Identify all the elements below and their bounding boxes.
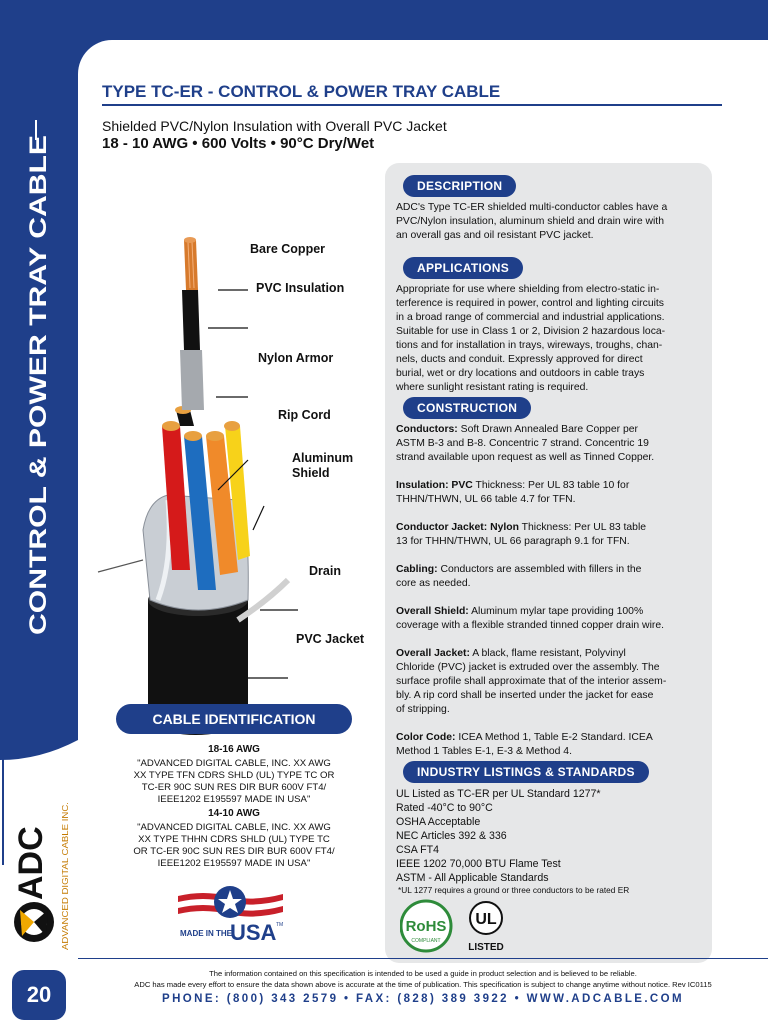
ul-listed-icon	[468, 902, 504, 953]
svg-text:ADVANCED DIGITAL CABLE INC.: ADVANCED DIGITAL CABLE INC.	[61, 827, 70, 950]
conductors-line1: Conductors: Soft Drawn Annealed Bare Copper per	[396, 424, 638, 435]
cabling-line2: core as needed.	[396, 578, 471, 589]
page-number: 20	[10, 968, 68, 1022]
cid-group2-line1: "ADVANCED DIGITAL CABLE, INC. XX AWG	[137, 822, 331, 833]
cable-identification-title: CABLE IDENTIFICATION	[116, 704, 352, 734]
spec-sheet	[78, 40, 768, 1024]
label-nylon-armor: Nylon Armor	[258, 351, 334, 365]
color-code-line2: Method 1 Tables E-1, E-3 & Method 4.	[396, 746, 572, 757]
overall-jacket-line3: surface profile shall approximate that of the interior assem-	[396, 676, 667, 687]
insulation-line2: THHN/THWN, UL 66 table 4.7 for TFN.	[396, 494, 576, 505]
sidebar-title-text: CONTROL & POWER TRAY CABLE	[25, 236, 52, 635]
applications-line5: tions and for installation in trays, wireways, troughs, chan-	[396, 340, 663, 351]
svg-text:TM: TM	[276, 922, 284, 928]
listing-item: ASTM - All Applicable Standards	[396, 872, 549, 884]
cabling-line1: Cabling: Conductors are assembled with fillers in the	[396, 564, 642, 575]
listing-footnote: *UL 1277 requires a ground or three conductors to be rated ER	[398, 885, 630, 895]
construction-heading: CONSTRUCTION	[403, 397, 531, 419]
applications-line8: where sunlight resistant rating is required.	[396, 382, 589, 393]
footer-contact: PHONE: (800) 343 2579 • FAX: (828) 389 3922 • WWW.ADCABLE.COM	[162, 993, 684, 1005]
rohs-icon	[401, 901, 451, 951]
footer-rule	[78, 958, 768, 959]
adc-logo	[8, 800, 76, 950]
cid-group1-line4: IEEE1202 E195597 MADE IN USA"	[157, 794, 311, 805]
svg-text:LISTED: LISTED	[468, 942, 504, 953]
overall-shield-line1: Overall Shield: Aluminum mylar tape providing 100%	[396, 606, 644, 617]
description-heading: DESCRIPTION	[403, 175, 516, 197]
label-drain: Drain	[309, 564, 341, 578]
svg-text:RoHS: RoHS	[405, 918, 447, 935]
applications-line4: Suitable for use in Class 1 or 2, Division 2 hazardous loca-	[396, 326, 666, 337]
listing-item: OSHA Acceptable	[396, 816, 481, 828]
applications-line7: burial, wet or dry locations and outdoors in cable trays	[396, 368, 645, 379]
svg-text:UL: UL	[475, 911, 497, 928]
details-panel	[385, 163, 712, 963]
description-line2: PVC/Nylon insulation, aluminum shield and drain wire with	[396, 216, 664, 227]
applications-line2: terference is required in power, control and lighting circuits	[396, 298, 664, 309]
svg-text:MADE IN THE: MADE IN THE	[180, 929, 232, 938]
certification-logos	[400, 898, 520, 958]
conductor-jacket-line2: 13 for THHN/THWN, UL 66 paragraph 9.1 for TFN.	[396, 536, 630, 547]
overall-jacket-line2: Chloride (PVC) jacket is extruded over the assembly. The	[396, 662, 660, 673]
cid-group1-line1: "ADVANCED DIGITAL CABLE, INC. XX AWG	[137, 758, 331, 769]
cid-group1-line2: XX TYPE TFN CDRS SHLD (UL) TYPE TC OR	[133, 770, 335, 781]
svg-text:COMPLIANT: COMPLIANT	[411, 938, 441, 944]
applications-line6: nels, ducts and conduit. Expressly approved for direct	[396, 354, 643, 365]
cid-group2-line2: XX TYPE THHN CDRS SHLD (UL) TYPE TC	[138, 834, 330, 845]
page-title: TYPE TC-ER - CONTROL & POWER TRAY CABLE	[102, 82, 501, 101]
description-line3: an overall gas and oil resistant PVC jacket.	[396, 230, 594, 241]
svg-text:USA: USA	[230, 920, 277, 945]
cid-group2-heading: 14-10 AWG	[208, 808, 260, 819]
cid-group1-heading: 18-16 AWG	[208, 744, 260, 755]
footer-disclaimer-line1: The information contained on this specification is intended to be used a guide in product selection and is believed to be reliable.	[209, 969, 637, 978]
insulation-line1: Insulation: PVC Thickness: Per UL 83 table 10 for	[396, 480, 630, 491]
listing-item: NEC Articles 392 & 336	[396, 830, 507, 842]
page-subtitle: Shielded PVC/Nylon Insulation with Overall PVC Jacket	[102, 118, 447, 134]
label-pvc-insulation: PVC Insulation	[256, 281, 345, 295]
overall-shield-line2: coverage with a flexible stranded tinned copper drain wire.	[396, 620, 665, 631]
listing-item: CSA FT4	[396, 844, 439, 856]
label-aluminum-shield-line1: Aluminum	[292, 451, 354, 465]
color-code-line1: Color Code: ICEA Method 1, Table E-2 Standard. ICEA	[396, 732, 653, 743]
label-bare-copper: Bare Copper	[250, 242, 326, 256]
applications-heading: APPLICATIONS	[403, 257, 523, 279]
overall-jacket-line4: bly. A rip cord shall be inserted under the jacket for ease	[396, 690, 654, 701]
listing-item: IEEE 1202 70,000 BTU Flame Test	[396, 858, 561, 870]
spec-line: 18 - 10 AWG • 600 Volts • 90°C Dry/Wet	[102, 135, 375, 152]
title-rule	[102, 104, 722, 106]
footer-disclaimer-line2: ADC has made every effort to ensure the data shown above is accurate at the time of publication. This specification is subject to change anytime without notice. Rev IC0115	[134, 980, 712, 989]
listings-heading: INDUSTRY LISTINGS & STANDARDS	[403, 761, 649, 783]
conductors-line3: strand available upon request as well as Tinned Copper.	[396, 452, 655, 463]
svg-text:ADC: ADC	[12, 826, 50, 900]
cid-group1-line3: TC-ER 90C SUN RES DIR BUR 600V FT4/	[141, 782, 327, 793]
conductors-line2: ASTM B-3 and B-8. Concentric 7 strand. Concentric 19	[396, 438, 649, 449]
overall-jacket-line1: Overall Jacket: A black, flame resistant, Polyvinyl	[396, 648, 626, 659]
conductor-jacket-line1: Conductor Jacket: Nylon Thickness: Per UL 83 table	[396, 522, 647, 533]
label-rip-cord: Rip Cord	[278, 408, 331, 422]
overall-jacket-line5: of stripping.	[396, 704, 450, 715]
cid-group2-line3: OR TC-ER 90C SUN RES DIR BUR 600V FT4/	[133, 846, 335, 857]
label-pvc-jacket: PVC Jacket	[296, 632, 365, 646]
listing-item: Rated -40°C to 90°C	[396, 802, 493, 814]
applications-line1: Appropriate for use where shielding from electro-static in-	[396, 284, 660, 295]
description-line1: ADC's Type TC-ER shielded multi-conductor cables have a	[396, 202, 668, 213]
applications-line3: in a broad range of commercial and industrial applications.	[396, 312, 665, 323]
made-in-usa-badge	[178, 882, 288, 952]
cid-group2-line4: IEEE1202 E195597 MADE IN USA"	[157, 858, 311, 869]
listing-item: UL Listed as TC-ER per UL Standard 1277*	[396, 788, 601, 800]
label-aluminum-shield-line2: Shield	[292, 466, 330, 480]
